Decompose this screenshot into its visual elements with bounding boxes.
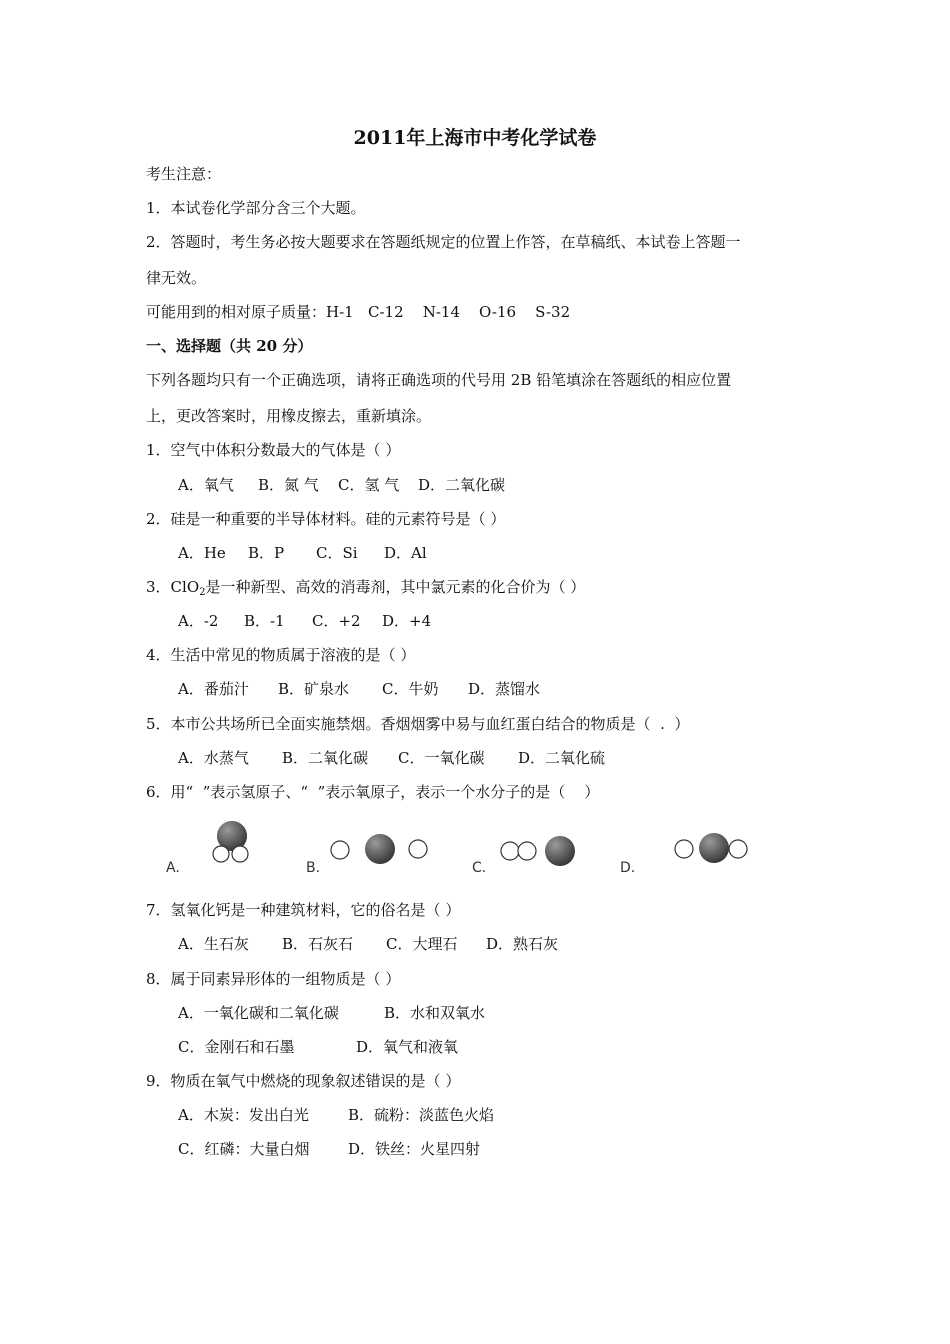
figure-label-a: A. xyxy=(166,860,180,876)
option-a: A．水蒸气 xyxy=(178,749,249,767)
option-b: B．石灰石 xyxy=(282,935,354,953)
question-stem: 9．物质在氧气中燃烧的现象叙述错误的是（ ） xyxy=(146,1072,461,1090)
question-stem: 4．生活中常见的物质属于溶液的是（ ） xyxy=(146,646,416,664)
option-row xyxy=(178,543,427,563)
option-row xyxy=(178,748,605,768)
option-c: C．一氧化碳 xyxy=(398,749,485,767)
option-a: A．木炭：发出白光 xyxy=(178,1106,309,1124)
option-row xyxy=(178,1139,480,1159)
question-stem: 1．空气中体积分数最大的气体是（ ） xyxy=(146,441,401,459)
option-row xyxy=(178,475,505,495)
option-a: A．一氧化碳和二氧化碳 xyxy=(178,1004,339,1022)
notice-item-2b: 律无效。 xyxy=(146,269,207,287)
figure-label-b: B. xyxy=(306,860,321,876)
question-stem: 6．用“ ”表示氢原子、“ ”表示氧原子，表示一个水分子的是（ ） xyxy=(146,783,600,801)
option-a: A．He xyxy=(178,544,226,562)
figure-label-c: C. xyxy=(472,860,487,876)
option-d: D．Al xyxy=(384,544,427,562)
option-d: D．+4 xyxy=(382,612,432,630)
option-b: B．二氧化碳 xyxy=(282,749,369,767)
question-stem: 3．ClO$_2$是一种新型、高效的消毒剂，其中氯元素的化合价为（ ） xyxy=(146,578,586,598)
option-c: C．+2 xyxy=(312,612,361,630)
option-d: D．铁丝：火星四射 xyxy=(348,1140,481,1158)
option-b: B．-1 xyxy=(244,612,285,630)
option-row xyxy=(178,934,558,954)
option-b: B．P xyxy=(248,544,285,562)
molecule-d xyxy=(672,832,762,872)
option-c: C．牛奶 xyxy=(382,680,439,698)
page-title: 2011年上海市中考化学试卷 xyxy=(353,127,597,149)
option-row xyxy=(178,1003,485,1023)
option-c: C．红磷：大量白烟 xyxy=(178,1140,310,1158)
section-heading: 一、选择题（共 20 分） xyxy=(146,337,313,355)
atomic-mass-line: 可能用到的相对原子质量：H-1 C-12 N-14 O-16 S-32 xyxy=(146,303,571,321)
option-row xyxy=(178,611,431,631)
molecule-b xyxy=(328,832,438,872)
option-a: A．番茄汁 xyxy=(178,680,249,698)
option-b: B．氮 气 xyxy=(258,476,319,494)
option-a: A．生石灰 xyxy=(178,935,249,953)
option-c: C．氢 气 xyxy=(338,476,400,494)
molecule-a xyxy=(204,816,264,866)
option-d: D．二氧化碳 xyxy=(418,476,506,494)
option-c: C．大理石 xyxy=(386,935,458,953)
option-row xyxy=(178,679,540,699)
option-row xyxy=(178,1105,494,1125)
option-row xyxy=(178,1037,458,1057)
option-b: B．水和双氧水 xyxy=(384,1004,486,1022)
option-d: D．氧气和液氧 xyxy=(356,1038,459,1056)
question-stem: 2．硅是一种重要的半导体材料。硅的元素符号是（ ） xyxy=(146,510,506,528)
option-d: D．蒸馏水 xyxy=(468,680,541,698)
option-b: B．硫粉：淡蓝色火焰 xyxy=(348,1106,495,1124)
option-a: A．氧气 xyxy=(178,476,234,494)
question-stem: 8．属于同素异形体的一组物质是（ ） xyxy=(146,970,401,988)
option-c: C．金刚石和石墨 xyxy=(178,1038,295,1056)
question-stem: 7．氢氧化钙是一种建筑材料，它的俗名是（ ） xyxy=(146,901,461,919)
notice-item-2a: 2．答题时，考生务必按大题要求在答题纸规定的位置上作答，在草稿纸、本试卷上答题一 xyxy=(146,233,741,251)
option-d: D．二氧化硫 xyxy=(518,749,606,767)
molecule-c xyxy=(498,832,588,872)
option-b: B．矿泉水 xyxy=(278,680,350,698)
option-d: D．熟石灰 xyxy=(486,935,559,953)
section-intro-a: 下列各题均只有一个正确选项，请将正确选项的代号用 2B 铅笔填涂在答题纸的相应位置 xyxy=(146,371,732,389)
figure-label-d: D. xyxy=(620,860,636,876)
notice-heading: 考生注意： xyxy=(146,165,222,183)
question-stem: 5．本市公共场所已全面实施禁烟。香烟烟雾中易与血红蛋白结合的物质是（ . ） xyxy=(146,715,690,733)
option-c: C．Si xyxy=(316,544,358,562)
section-intro-b: 上，更改答案时，用橡皮擦去，重新填涂。 xyxy=(146,407,432,425)
molecule-figures xyxy=(160,812,760,882)
option-a: A．-2 xyxy=(178,612,219,630)
notice-item-1: 1．本试卷化学部分含三个大题。 xyxy=(146,199,366,217)
